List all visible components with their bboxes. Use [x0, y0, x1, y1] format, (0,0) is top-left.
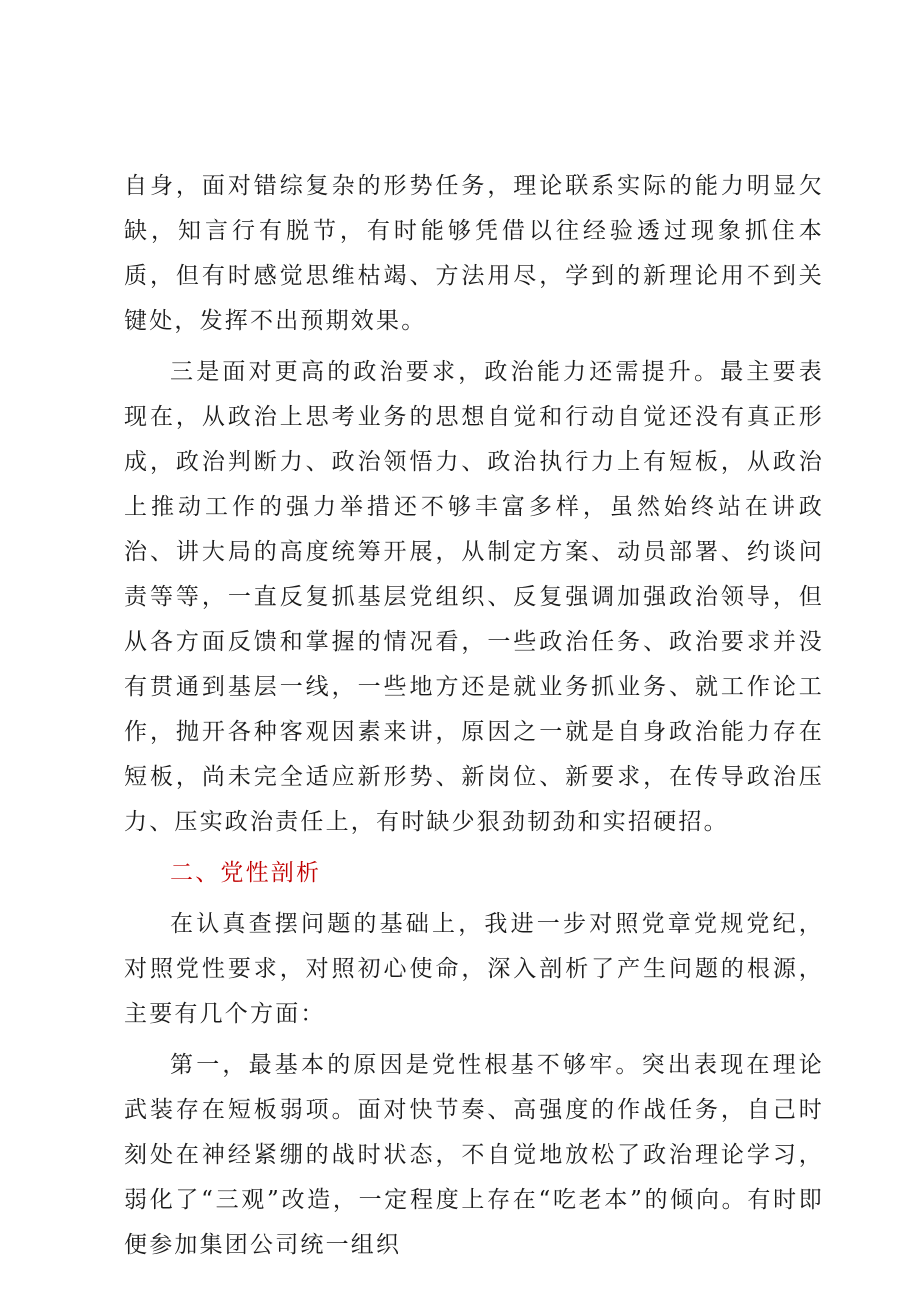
- document-body: [124, 164, 824, 1274]
- paragraph-first-reason: 第一，最基本的原因是党性根基不够牢。突出表现在理论武装存在短板弱项。面对快节奏、高强度的作战任务，自己时刻处在神经紧绷的战时状态，不自觉地放松了政治理论学习，弱化了“三观”改造，一定程度上存在“吃老本”的倾向。有时即便参加集团公司统一组织: [124, 1052, 824, 1258]
- paragraph-political-ability: 三是面对更高的政治要求，政治能力还需提升。最主要表现在，从政治上思考业务的思想自觉和行动自觉还没有真正形成，政治判断力、政治领悟力、政治执行力上有短板，从政治上推动工作的强力举措还不够丰富多样，虽然始终站在讲政治、讲大局的高度统筹开展，从制定方案、动员部署、约谈问责等等，一直反复抓基层党组织、反复强调加强政治领导，但从各方面反馈和掌握的情况看，一些政治任务、政治要求并没有贯通到基层一线，一些地方还是就业务抓业务、就工作论工作，抛开各种客观因素来讲，原因之一就是自身政治能力存在短板，尚未完全适应新形势、新岗位、新要求，在传导政治压力、压实政治责任上，有时缺少狠劲韧劲和实招硬招。: [124, 359, 824, 835]
- paragraph-party-analysis-intro: 在认真查摆问题的基础上，我进一步对照党章党规党纪，对照党性要求，对照初心使命，深入剖析了产生问题的根源，主要有几个方面：: [124, 911, 824, 1027]
- paragraph-continuation: 自身，面对错综复杂的形势任务，理论联系实际的能力明显欠缺，知言行有脱节，有时能够凭借以往经验透过现象抓住本质，但有时感觉思维枯竭、方法用尽，学到的新理论用不到关键处，发挥不出预期效果。: [124, 173, 824, 334]
- section-heading: 二、党性剖析: [170, 860, 322, 886]
